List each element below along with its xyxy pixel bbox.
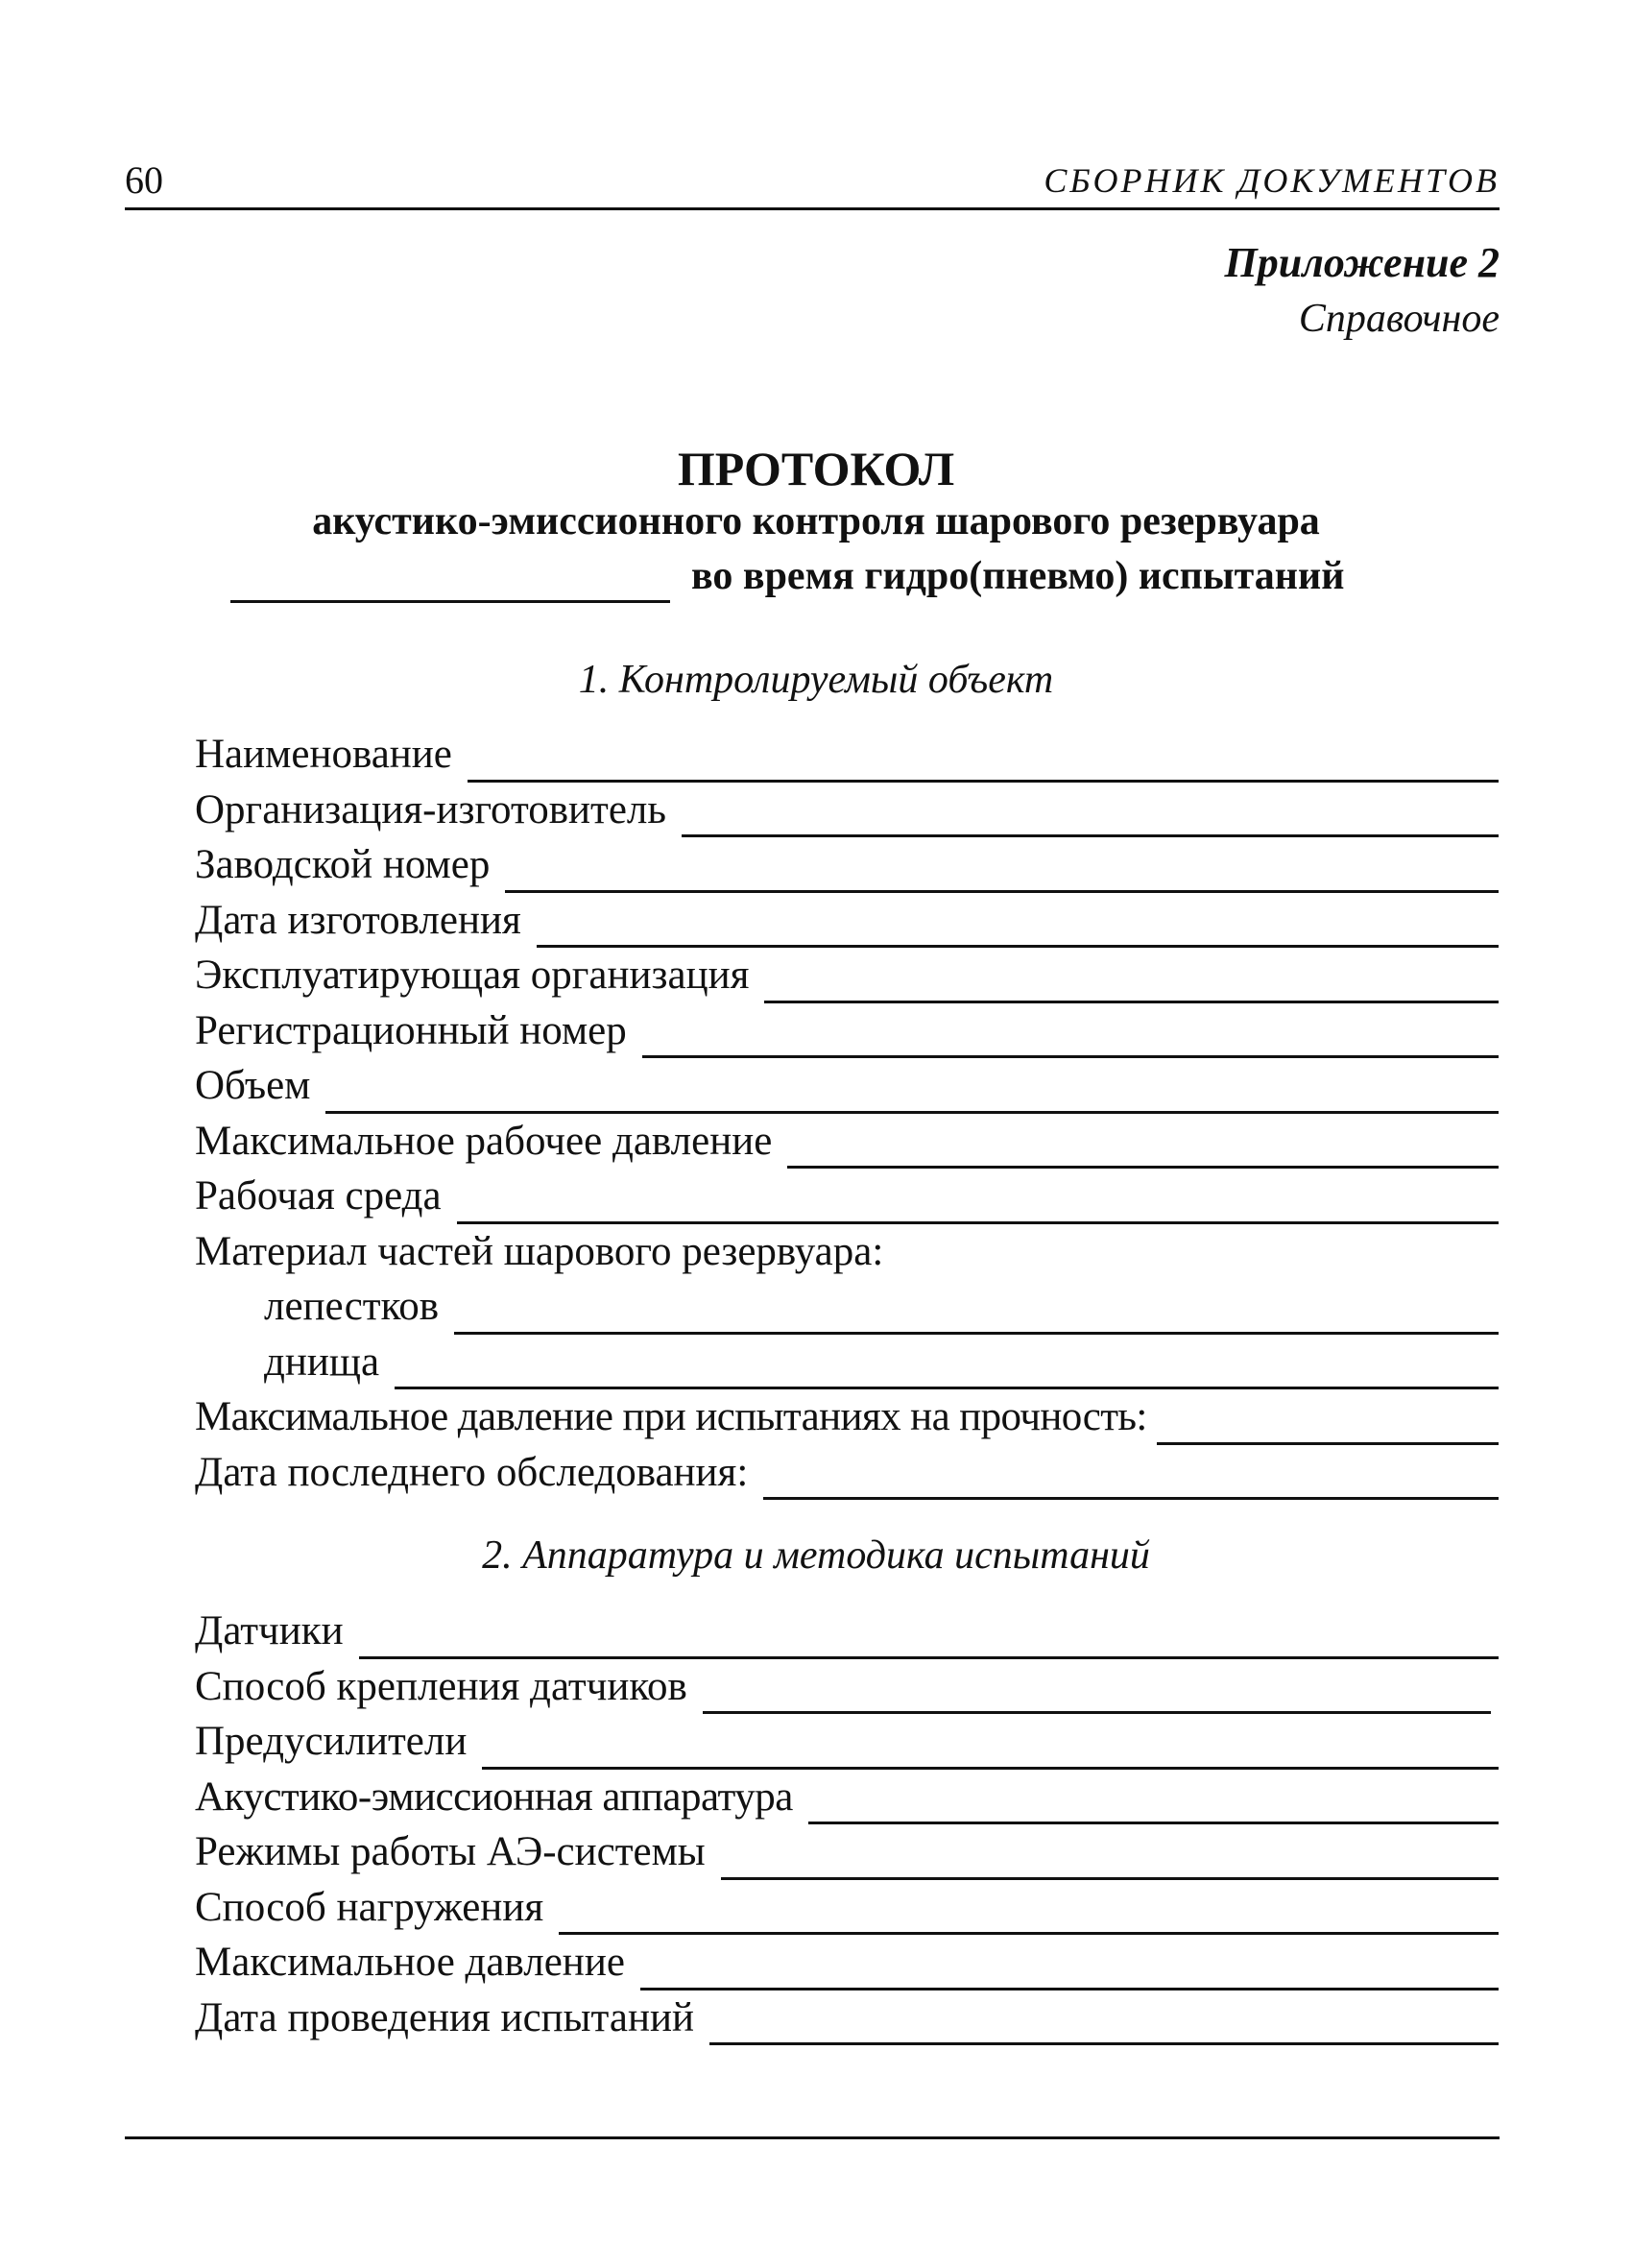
field-label: Дата проведения испытаний: [195, 1994, 694, 2040]
protocol-subtitle-line2: [230, 549, 1344, 603]
field-row: [195, 1880, 1499, 1936]
field-row: [195, 1058, 1499, 1114]
field-row: [195, 1659, 1499, 1715]
field-label: Рабочая среда: [195, 1173, 442, 1218]
reservoir-blank-field[interactable]: [230, 567, 670, 603]
field-label: Максимальное давление при испытаниях на прочность:: [195, 1394, 1147, 1439]
field-row: [195, 783, 1499, 838]
page-number: 60: [125, 158, 163, 202]
field-row: [195, 1991, 1499, 2046]
field-row: [195, 727, 1499, 783]
field-blank-line[interactable]: [457, 1179, 1499, 1224]
appendix-subtitle: Справочное: [1298, 297, 1500, 341]
field-row: [195, 1003, 1499, 1059]
field-blank-line[interactable]: [559, 1890, 1499, 1935]
field-blank-line[interactable]: [703, 1669, 1491, 1714]
field-label: Способ крепления датчиков: [195, 1663, 687, 1709]
footer-rule: [125, 2136, 1500, 2139]
field-label: Дата изготовления: [195, 897, 521, 943]
field-row: [195, 1169, 1499, 1224]
field-blank-line[interactable]: [505, 848, 1499, 893]
field-blank-line[interactable]: [721, 1835, 1499, 1880]
section2-form: [195, 1604, 1499, 2045]
field-blank-line[interactable]: [640, 1945, 1499, 1991]
section2-heading: 2. Аппаратура и методика испытаний: [482, 1533, 1150, 1578]
field-blank-line[interactable]: [808, 1779, 1499, 1824]
field-row: [195, 1445, 1499, 1501]
field-blank-line[interactable]: [709, 2000, 1499, 2045]
field-label: Наименование: [195, 732, 452, 777]
protocol-title: ПРОТОКОЛ: [677, 442, 955, 495]
field-blank-line[interactable]: [395, 1344, 1499, 1389]
field-label: Предусилители: [195, 1719, 468, 1764]
field-row: [195, 893, 1499, 949]
field-blank-line[interactable]: [537, 903, 1499, 948]
field-label: Акустико-эмиссионная аппаратура: [195, 1773, 793, 1820]
field-blank-line[interactable]: [468, 737, 1499, 783]
field-label: лепестков: [264, 1284, 440, 1329]
field-row: [195, 1935, 1499, 1991]
field-label: Объем: [195, 1063, 311, 1108]
field-row: [195, 1714, 1499, 1770]
field-label: Способ нагружения: [195, 1884, 544, 1930]
field-blank-line[interactable]: [763, 1455, 1499, 1500]
field-blank-line[interactable]: [642, 1013, 1499, 1058]
protocol-subtitle-line1: акустико-эмиссионного контроля шарового резервуара: [312, 499, 1320, 543]
running-header: [125, 154, 1500, 210]
field-row: [195, 1770, 1499, 1825]
field-label: Датчики: [195, 1608, 344, 1653]
field-label: днища: [264, 1339, 380, 1385]
protocol-subtitle-line2-text: во время гидро(пневмо) испытаний: [691, 554, 1345, 598]
field-blank-line[interactable]: [482, 1725, 1499, 1770]
field-blank-line[interactable]: [359, 1614, 1499, 1659]
field-group-label: Материал частей шарового резервуара:: [195, 1228, 884, 1274]
field-label: Эксплуатирующая организация: [195, 953, 750, 998]
field-blank-line[interactable]: [454, 1290, 1499, 1335]
field-row: [195, 948, 1499, 1003]
field-label: Максимальное давление: [195, 1940, 625, 1985]
field-label: Режимы работы АЭ-системы: [195, 1829, 706, 1874]
field-row: [195, 1279, 1499, 1335]
field-blank-line[interactable]: [1157, 1400, 1499, 1445]
field-row: [195, 837, 1499, 893]
appendix-title: Приложение 2: [1224, 239, 1500, 286]
field-row: [195, 1824, 1499, 1880]
field-label: Регистрационный номер: [195, 1007, 627, 1053]
field-label: Организация-изготовитель: [195, 786, 666, 832]
field-blank-line[interactable]: [787, 1123, 1499, 1169]
field-blank-line[interactable]: [764, 958, 1499, 1003]
section1-heading: 1. Контролируемый объект: [578, 658, 1054, 702]
field-blank-line[interactable]: [325, 1069, 1499, 1114]
running-title: СБОРНИК ДОКУМЕНТОВ: [1044, 161, 1500, 200]
field-row: [195, 1604, 1499, 1659]
field-row: [195, 1389, 1499, 1445]
field-label: Дата последнего обследования:: [195, 1449, 749, 1495]
field-row: [195, 1335, 1499, 1390]
field-label: Заводской номер: [195, 842, 491, 887]
field-row: [195, 1114, 1499, 1170]
field-label: Максимальное рабочее давление: [195, 1118, 773, 1164]
appendix-label: [1225, 235, 1500, 347]
field-row-heading: [195, 1224, 1499, 1280]
field-blank-line[interactable]: [682, 792, 1499, 837]
section1-form: [195, 727, 1499, 1500]
